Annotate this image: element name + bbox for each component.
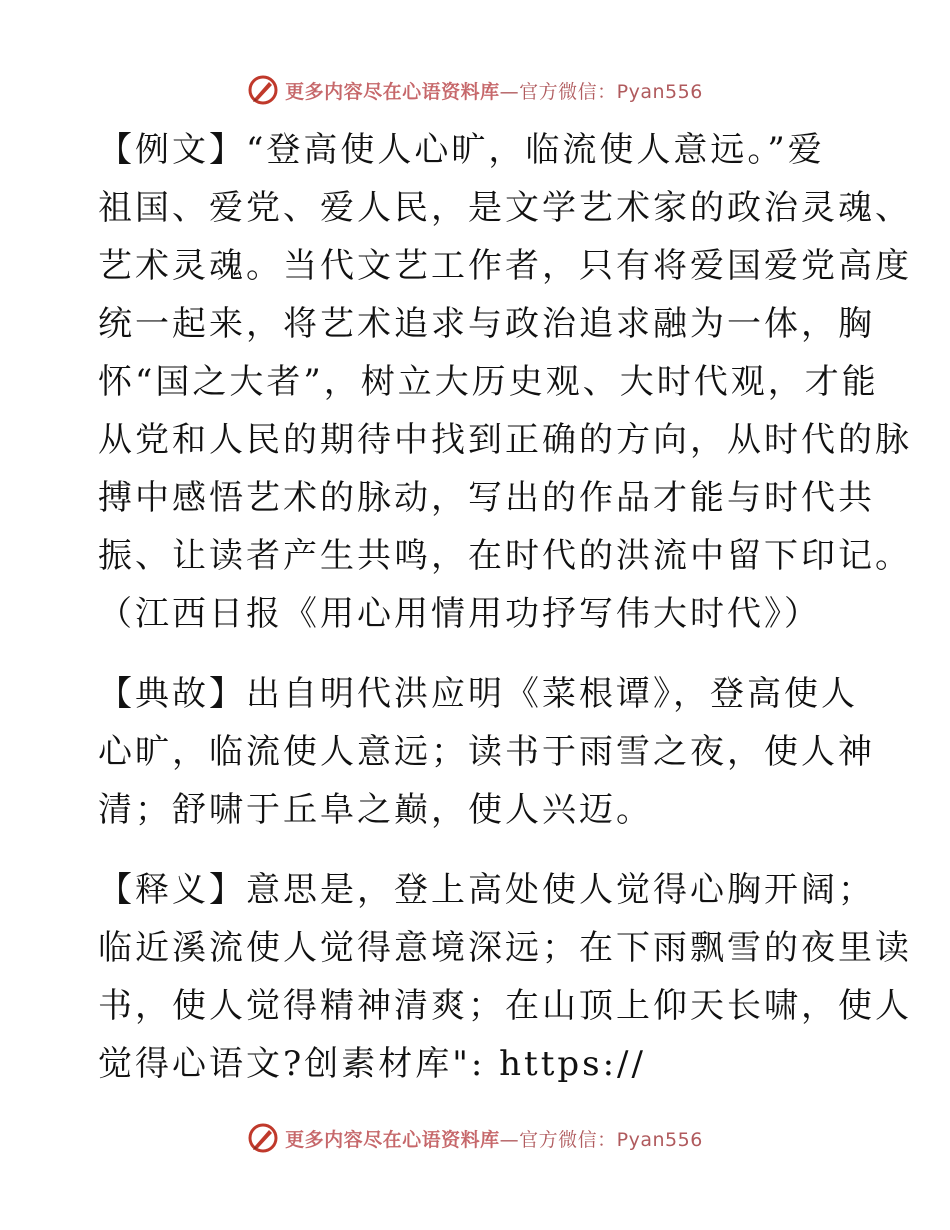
text-line: 怀“国之大者”，树立大历史观、大时代观，才能	[98, 362, 879, 402]
source-citation: （江西日报《用心用情用功抒写伟大时代》）	[98, 594, 821, 634]
text-line: 搏中感悟艺术的脉动，写出的作品才能与时代共	[98, 478, 875, 518]
text-line: 统一起来，将艺术追求与政治追求融为一体，胸	[98, 304, 875, 344]
example-paragraph	[98, 121, 912, 643]
text-line: 【例文】“登高使人心旷，临流使人意远。”爱	[98, 130, 825, 170]
allusion-paragraph	[98, 665, 875, 839]
text-line: 清；舒啸于丘阜之巅，使人兴迈。	[98, 790, 653, 830]
text-line: 【典故】出自明代洪应明《菜根谭》，登高使人	[98, 674, 858, 714]
footer-banner	[0, 1118, 950, 1158]
quill-logo-icon	[247, 1122, 279, 1154]
text-line: 振、让读者产生共鸣，在时代的洪流中留下印记。	[98, 536, 912, 576]
document-body	[98, 121, 912, 1093]
footer-banner-text	[285, 1125, 703, 1152]
text-line: 临近溪流使人觉得意境深远；在下雨飘雪的夜里读	[98, 928, 912, 968]
footer-banner-dash: —	[499, 1128, 520, 1151]
text-line: 觉得心语文?创素材库": https://	[98, 1044, 646, 1084]
text-line: 艺术灵魂。当代文艺工作者，只有将爱国爱党高度	[98, 246, 912, 286]
header-banner-dash: —	[499, 80, 520, 103]
text-line: 心旷，临流使人意远；读书于雨雪之夜，使人神	[98, 732, 875, 772]
footer-banner-main: 更多内容尽在心语资料库	[285, 1128, 500, 1151]
header-banner-wechat: 官方微信：Pyan556	[519, 80, 703, 103]
text-line: 从党和人民的期待中找到正确的方向，从时代的脉	[98, 420, 912, 460]
text-line: 【释义】意思是，登上高处使人觉得心胸开阔；	[98, 870, 875, 910]
quill-logo-icon	[247, 74, 279, 106]
header-banner	[0, 70, 950, 110]
header-banner-text	[285, 77, 703, 104]
text-line: 祖国、爱党、爱人民，是文学艺术家的政治灵魂、	[98, 188, 912, 228]
meaning-paragraph	[98, 861, 912, 1093]
header-banner-main: 更多内容尽在心语资料库	[285, 80, 500, 103]
text-line: 书，使人觉得精神清爽；在山顶上仰天长啸，使人	[98, 986, 912, 1026]
footer-banner-wechat: 官方微信：Pyan556	[519, 1128, 703, 1151]
